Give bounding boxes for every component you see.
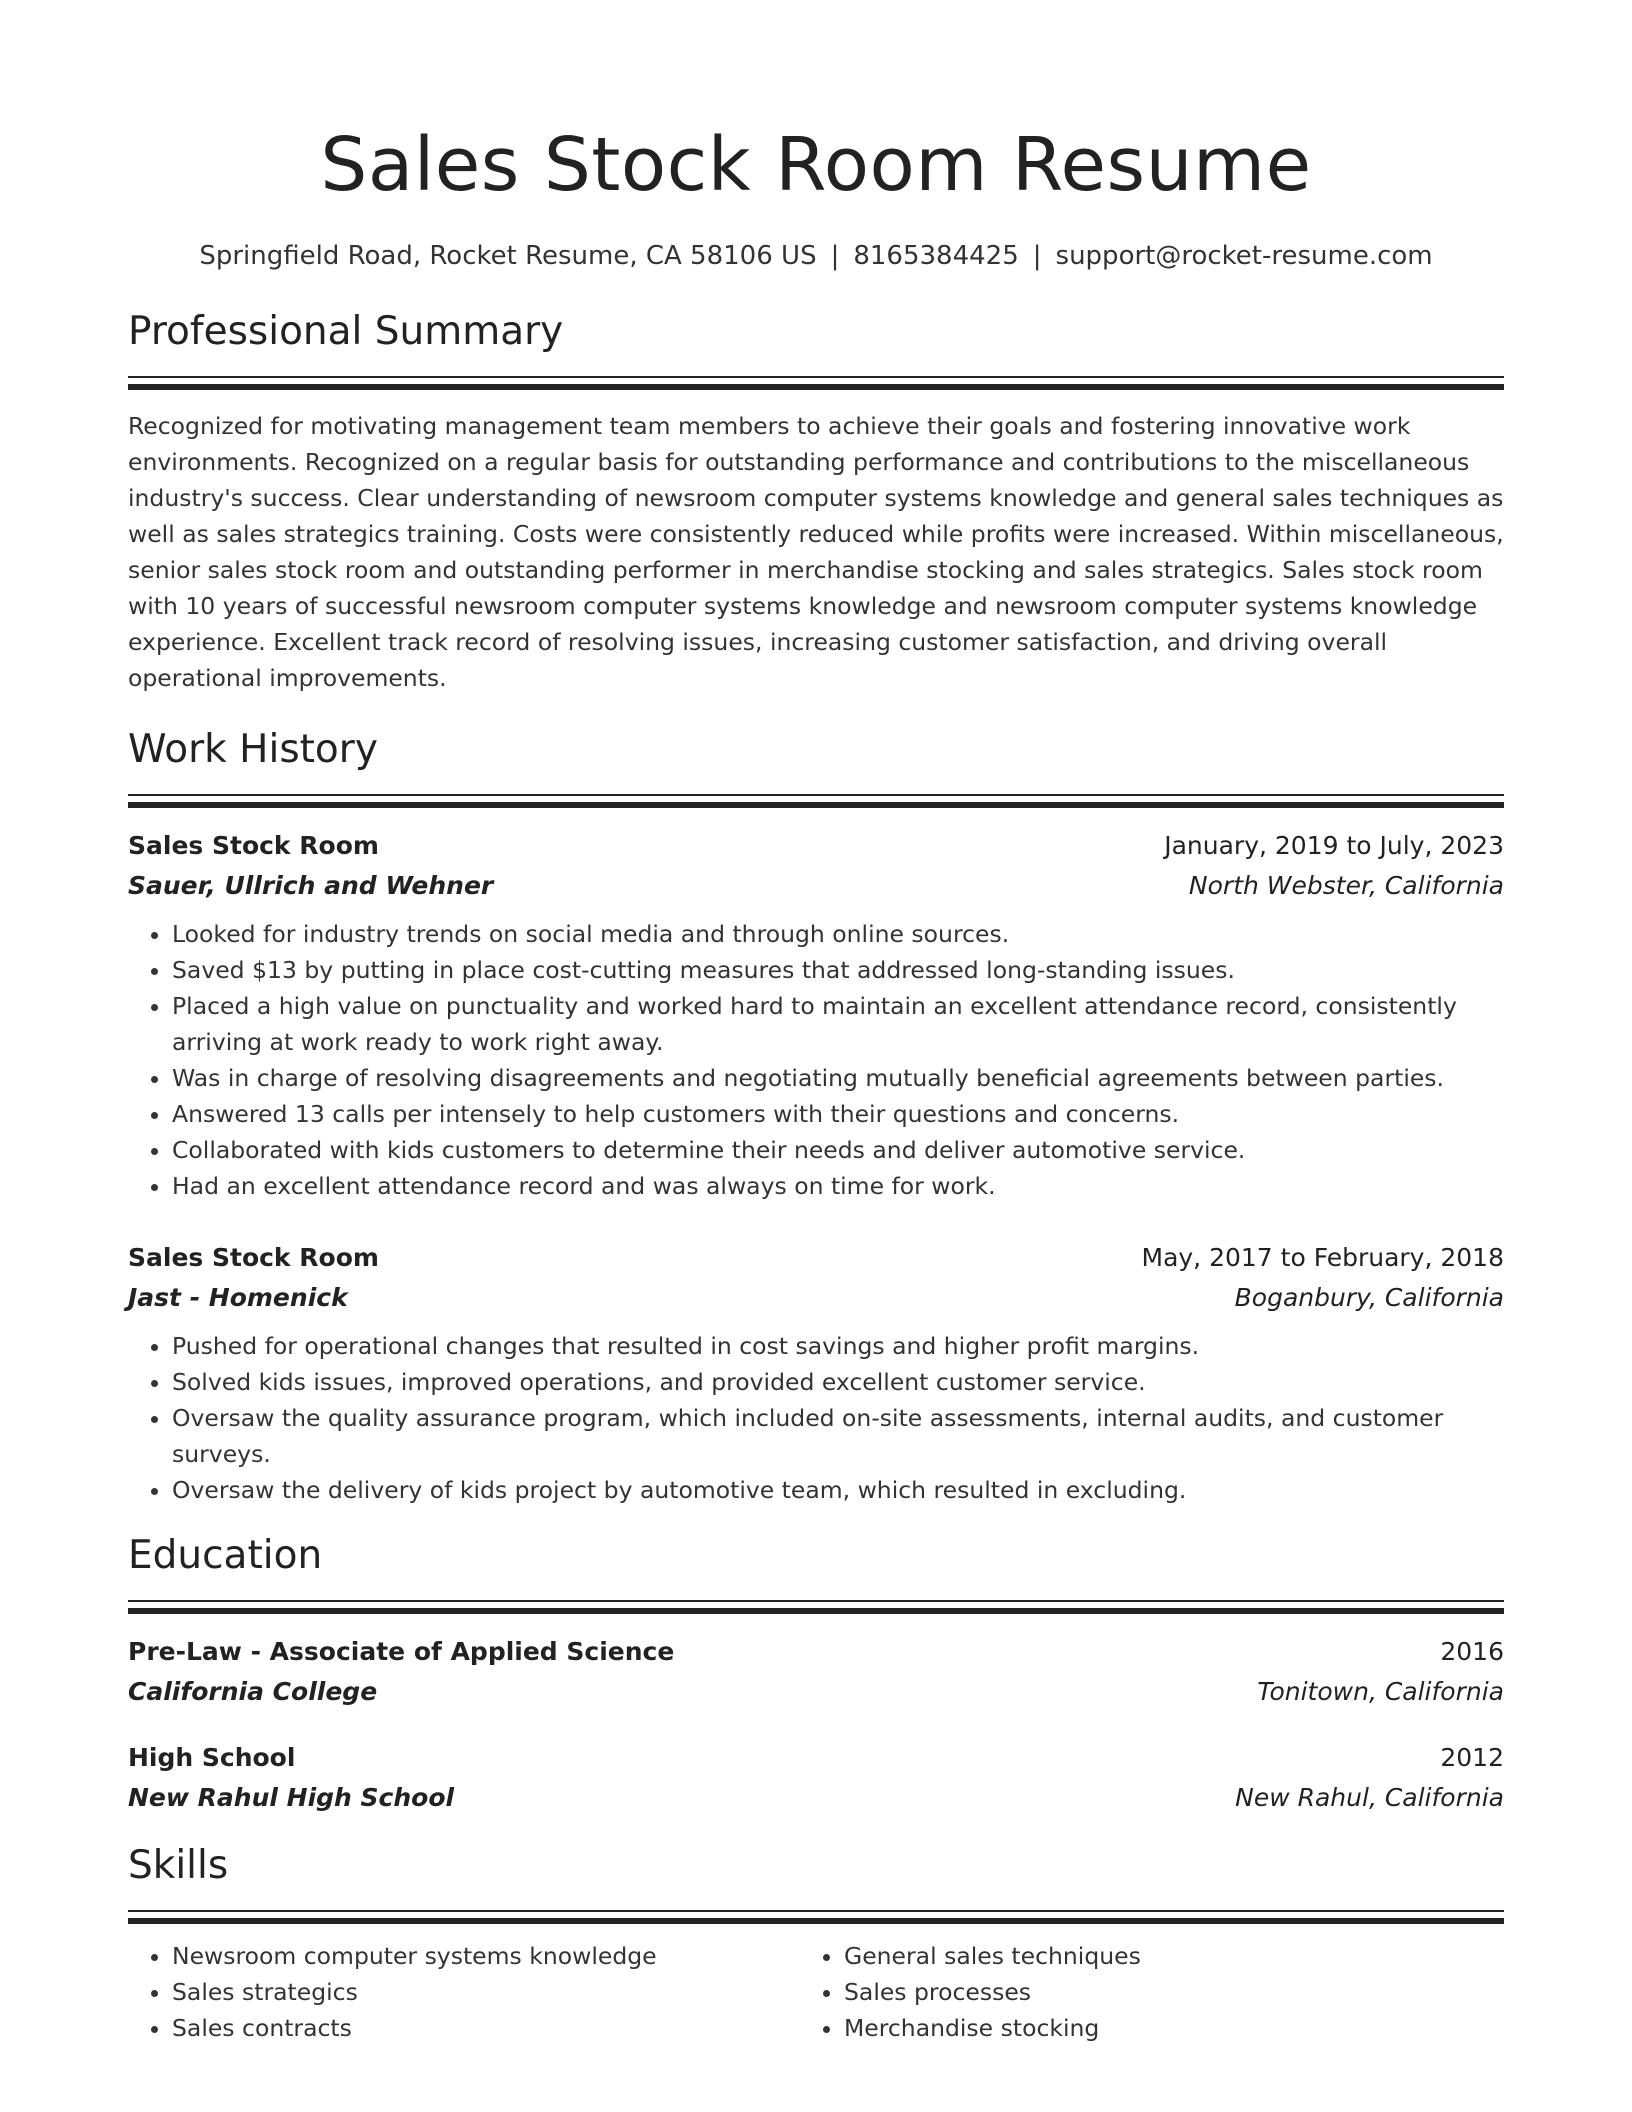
job-title: Sales Stock Room xyxy=(128,1243,379,1272)
summary-heading: Professional Summary xyxy=(128,309,564,354)
list-item: • Had an excellent attendance record and was always on time for work. xyxy=(172,1168,1504,1204)
job-title: Sales Stock Room xyxy=(128,831,379,860)
skill-item: • Sales contracts xyxy=(172,2010,800,2046)
education-school: California College xyxy=(128,1677,378,1706)
skills-list xyxy=(128,1938,1504,2046)
job-entry xyxy=(128,1238,1504,1508)
skills-column-left xyxy=(128,1938,800,2046)
contact-line xyxy=(128,238,1504,274)
section-divider xyxy=(128,376,1504,390)
skill-item: • Sales processes xyxy=(844,1974,1472,2010)
contact-email[interactable]: support@rocket-resume.com xyxy=(1055,241,1433,271)
education-entry xyxy=(128,1632,1504,1712)
education-degree: Pre-Law - Associate of Applied Science xyxy=(128,1637,675,1666)
contact-address: Springfield Road, Rocket Resume, CA 58106 US xyxy=(199,241,817,271)
job-company: Sauer, Ullrich and Wehner xyxy=(128,871,494,900)
education-school: New Rahul High School xyxy=(128,1783,455,1812)
list-item: • Answered 13 calls per intensely to help customers with their questions and concerns. xyxy=(172,1096,1504,1132)
summary-section xyxy=(128,306,1504,696)
job-entry xyxy=(128,826,1504,1204)
skill-item: • Sales strategics xyxy=(172,1974,800,2010)
education-location: Tonitown, California xyxy=(1257,1677,1504,1706)
job-dates: May, 2017 to February, 2018 xyxy=(1141,1243,1504,1272)
list-item: • Was in charge of resolving disagreements and negotiating mutually beneficial agreements between parties. xyxy=(172,1060,1504,1096)
job-location: Boganbury, California xyxy=(1234,1283,1504,1312)
list-item: • Looked for industry trends on social media and through online sources. xyxy=(172,916,1504,952)
resume-title: Sales Stock Room Resume xyxy=(320,122,1312,208)
skills-column-right xyxy=(800,1938,1472,2046)
section-divider xyxy=(128,1600,1504,1614)
list-item: • Oversaw the delivery of kids project by automotive team, which resulted in excluding. xyxy=(172,1472,1504,1508)
job-bullets xyxy=(128,916,1504,1204)
list-item: • Collaborated with kids customers to determine their needs and deliver automotive service. xyxy=(172,1132,1504,1168)
list-item: • Oversaw the quality assurance program, which included on-site assessments, internal audits, and customer surveys. xyxy=(172,1400,1504,1472)
contact-separator: | xyxy=(830,241,840,271)
list-item: • Saved $13 by putting in place cost-cutting measures that addressed long-standing issues. xyxy=(172,952,1504,988)
education-year: 2012 xyxy=(1440,1743,1504,1772)
work-history-section xyxy=(128,724,1504,1508)
education-degree: High School xyxy=(128,1743,296,1772)
skill-item: • Newsroom computer systems knowledge xyxy=(172,1938,800,1974)
section-divider xyxy=(128,794,1504,808)
education-section xyxy=(128,1530,1504,1818)
job-dates: January, 2019 to July, 2023 xyxy=(1164,831,1504,860)
work-history-heading: Work History xyxy=(128,727,378,772)
summary-text: Recognized for motivating management team members to achieve their goals and fostering innovative work environments. Recognized on a regular basis for outstanding performance and contributions to the miscellaneous industry's success. Clear understanding of newsroom computer systems knowledge and general sales techniques as well as sales strategics training. Costs were consistently reduced while profits were increased. Within miscellaneous, senior sales stock room and outstanding performer in merchandise stocking and sales strategics. Sales stock room with 10 years of successful newsroom computer systems knowledge and newsroom computer systems knowledge experience. Excellent track record of resolving issues, increasing customer satisfaction, and driving overall operational improvements. xyxy=(128,412,1504,692)
contact-separator: | xyxy=(1032,241,1042,271)
skills-heading: Skills xyxy=(128,1843,229,1888)
skill-item: • General sales techniques xyxy=(844,1938,1472,1974)
skills-section xyxy=(128,1840,1504,2046)
contact-phone: 8165384425 xyxy=(853,241,1019,271)
education-entry xyxy=(128,1738,1504,1818)
job-location: North Webster, California xyxy=(1188,871,1504,900)
list-item: • Pushed for operational changes that resulted in cost savings and higher profit margins. xyxy=(172,1328,1504,1364)
education-heading: Education xyxy=(128,1533,323,1578)
skill-item: • Merchandise stocking xyxy=(844,2010,1472,2046)
list-item: • Placed a high value on punctuality and worked hard to maintain an excellent attendance record, consistently arriving at work ready to work right away. xyxy=(172,988,1504,1060)
section-divider xyxy=(128,1910,1504,1924)
job-bullets xyxy=(128,1328,1504,1508)
job-company: Jast - Homenick xyxy=(128,1283,348,1312)
education-location: New Rahul, California xyxy=(1235,1783,1504,1812)
education-year: 2016 xyxy=(1440,1637,1504,1666)
list-item: • Solved kids issues, improved operations, and provided excellent customer service. xyxy=(172,1364,1504,1400)
